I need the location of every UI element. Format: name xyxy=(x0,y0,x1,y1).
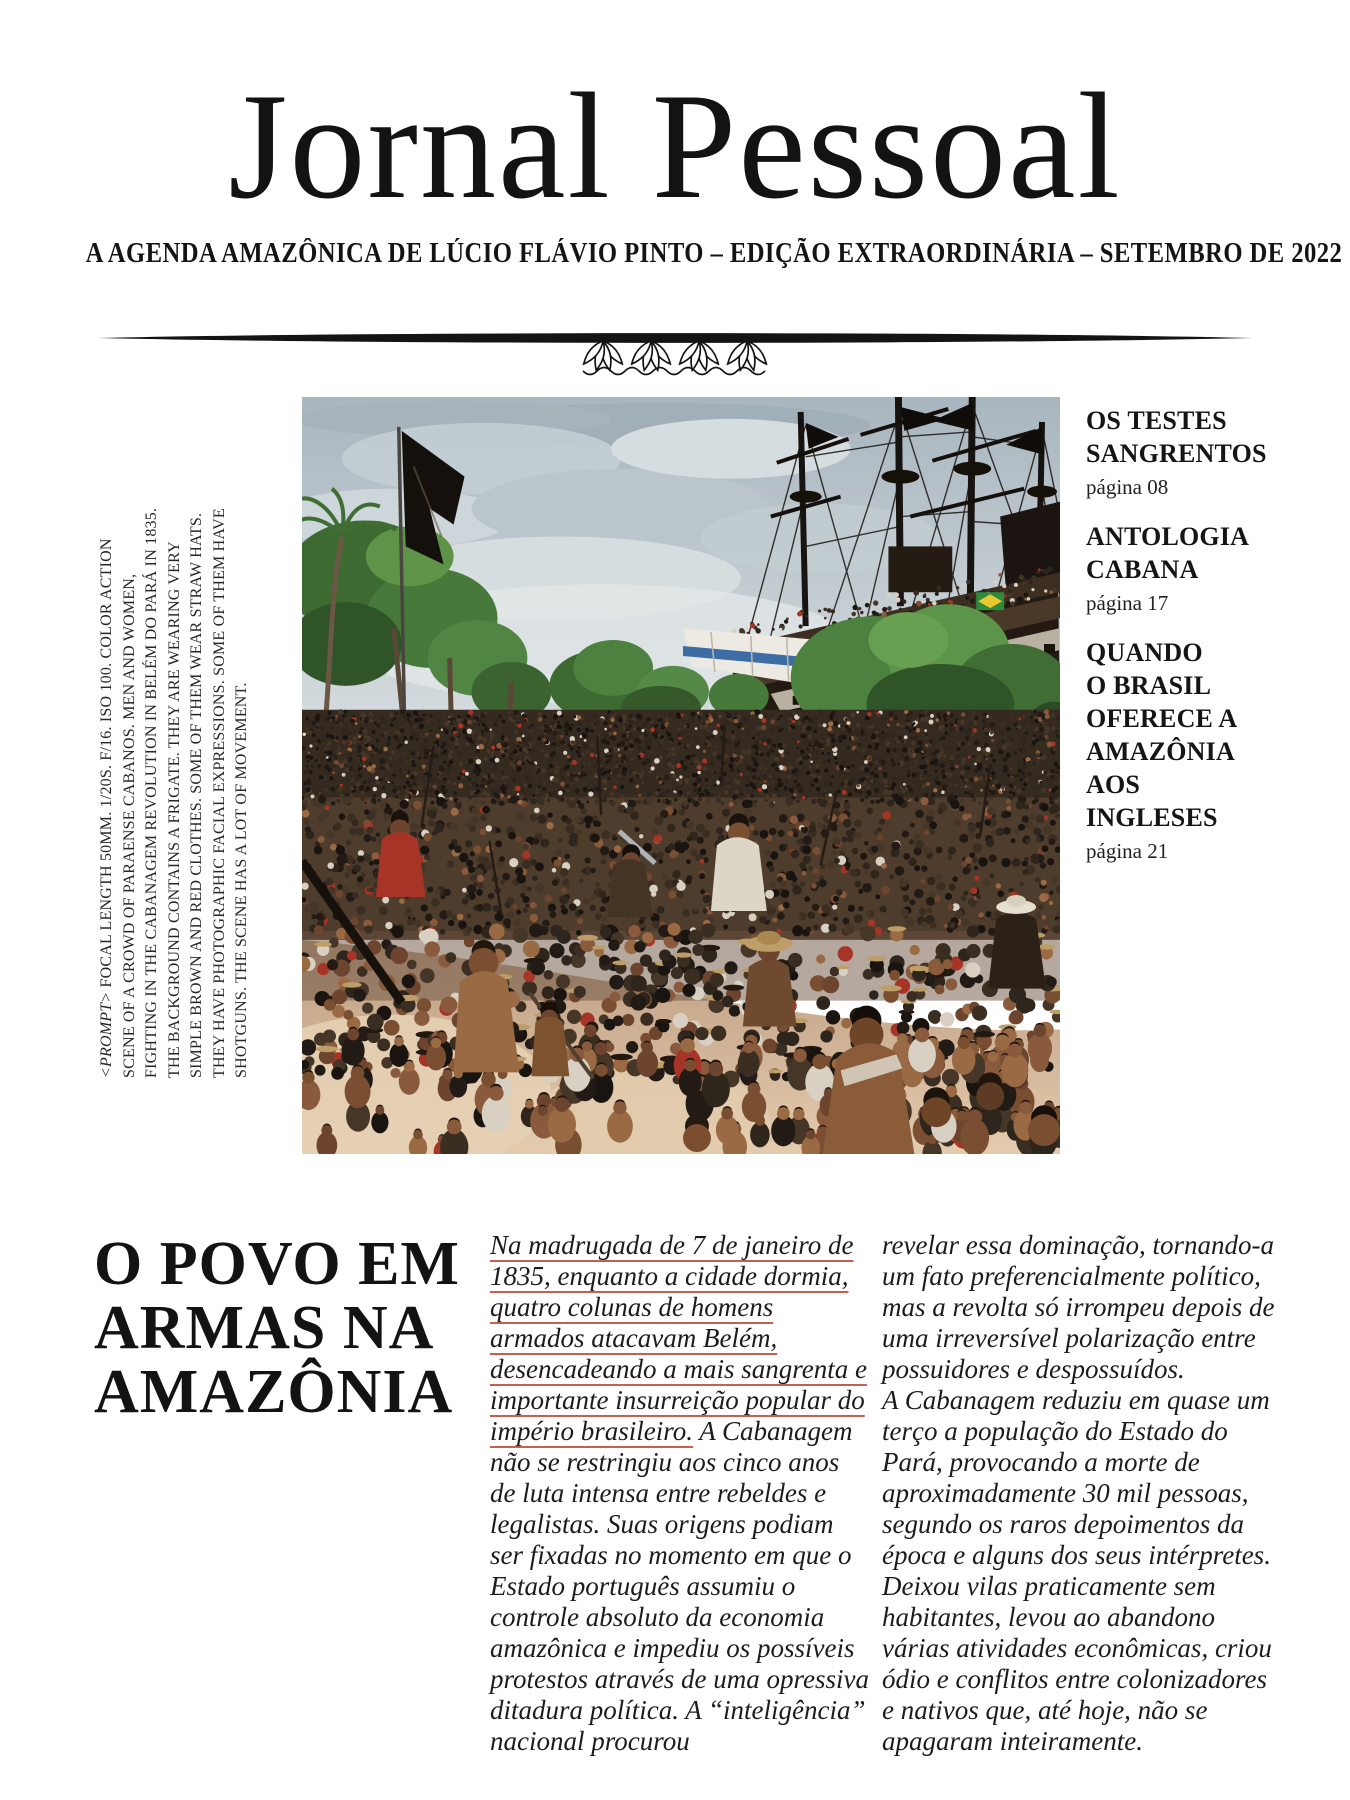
floral-ornament-icon xyxy=(581,338,770,374)
article-column-1-text: A Cabanagem não se restringiu aos cinco anos de luta intensa entre rebeldes e legalistas. Suas origens podiam ser fixadas no momento em que o Estado português assumiu o controle absoluto da economia amazônica e impediu os possíveis protestos através de uma opressiva ditadura política. A “inteligência” nacional procurou xyxy=(490,1416,869,1756)
caption-line1-text: FOCAL LENGTH 50MM. 1/20S. F/16. ISO 100. COLOR ACTION xyxy=(98,538,115,988)
masthead-subtitle-row xyxy=(0,238,1350,270)
prompt-tag: <PROMPT> xyxy=(98,987,115,1078)
caption-line xyxy=(96,500,119,1078)
caption-lines: SCENE OF A CROWD OF PARAENSE CABANOS. MEN AND WOMEN, FIGHTING IN THE CABANAGEM REVOLUTION IN BELÉM DO PARÁ IN 1835. THE BACKGROUND CONTAINS A FRIGATE. THEY ARE WEARING VERY SIMPLE BROWN AND RED CLOTHES. SOME OF THEM WEAR STRAW HATS. THEY HAVE PHOTOGRAPHIC FACIAL EXPRESSIONS. SOME OF THEM HAVE SHOTGUNS. THE SCENE HAS A LOT OF MOVEMENT. xyxy=(120,507,250,1078)
headline-page-ref: página 21 xyxy=(1086,839,1169,863)
article-paragraph: revelar essa dominação, tornando-a um fato preferencialmente político, mas a revolta só irrompeu depois de uma irreversível polarização entre possuidores e despossuídos. xyxy=(882,1230,1275,1384)
masthead-title: Jornal Pessoal xyxy=(228,62,1122,230)
article-headline: O POVO EM ARMAS NA AMAZÔNIA xyxy=(94,1230,460,1426)
headline-title: ANTOLOGIA CABANA xyxy=(1086,522,1250,584)
headline-page-ref: página 08 xyxy=(1086,475,1169,499)
article-column-1 xyxy=(490,1230,870,1757)
crowd xyxy=(302,709,1060,1154)
sidebar-headline-3 xyxy=(1086,636,1268,864)
headline-page-ref: página 17 xyxy=(1086,591,1169,615)
sidebar xyxy=(1086,404,1268,884)
article-column-2 xyxy=(882,1230,1276,1757)
headline-title: OS TESTES SANGRENTOS xyxy=(1086,406,1267,468)
tapered-rule xyxy=(97,333,1253,343)
article-lede: Na madrugada de 7 de janeiro de 1835, enquanto a cidade dormia, quatro colunas de homens armados atacavam Belém, desencadeando a mais sangrenta e importante insurreição popular do império brasileiro. xyxy=(490,1230,867,1446)
headline-title: QUANDO O BRASIL OFERECE A AMAZÔNIA AOS INGLESES xyxy=(1086,638,1238,832)
photo-caption xyxy=(96,500,266,1078)
sidebar-headline-1 xyxy=(1086,404,1268,500)
brazil-flag-icon xyxy=(976,592,1004,610)
sidebar-headline-2 xyxy=(1086,520,1268,616)
masthead-subtitle: A AGENDA AMAZÔNICA DE LÚCIO FLÁVIO PINTO – EDIÇÃO EXTRAORDINÁRIA – SETEMBRO DE 2022 xyxy=(85,238,1343,269)
section-divider xyxy=(95,329,1255,383)
article-paragraph: A Cabanagem reduziu em quase um terço a população do Estado do Pará, provocando a morte de aproximadamente 30 mil pessoas, segundo os raros depoimentos da época e alguns dos seus intérpretes. Deixou vilas praticamente sem habitantes, levou ao abandono várias atividades econômicas, criou ódio e conflitos entre colonizadores e nativos que, até hoje, não se apagaram inteiramente. xyxy=(882,1385,1272,1756)
photo-illustration xyxy=(302,397,1060,1154)
